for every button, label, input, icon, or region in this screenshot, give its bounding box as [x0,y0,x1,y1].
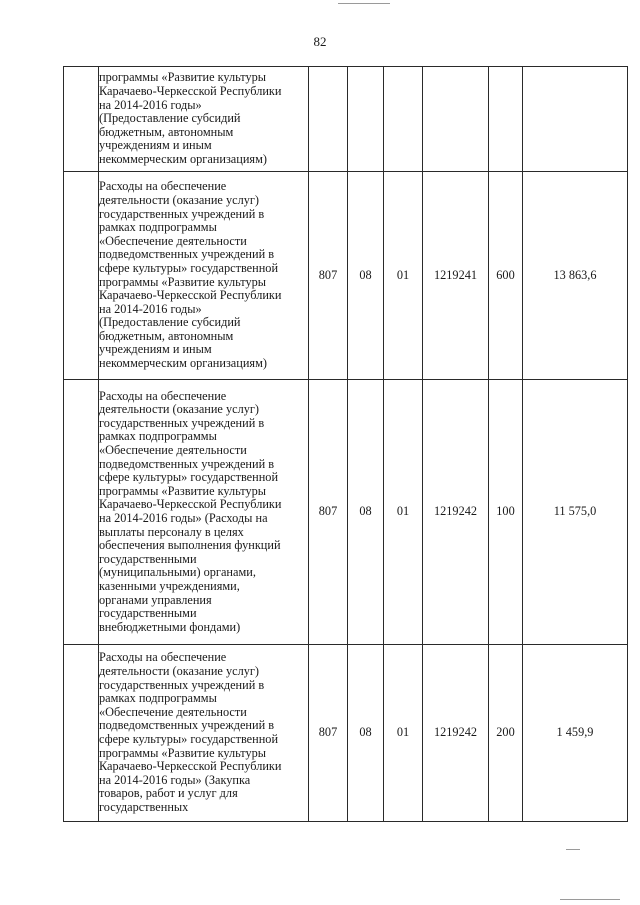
target-article-cell: 1219242 [423,380,489,645]
expense-name-cell [99,380,309,645]
expense-type-cell [489,67,523,172]
row-number-cell [64,172,99,380]
scan-artifact-top [338,3,390,4]
grbs-code-cell: 807 [309,645,348,822]
page-number: 82 [313,34,327,49]
expense-name-cell [99,172,309,380]
expense-type-cell: 600 [489,172,523,380]
target-article-cell: 1219241 [423,172,489,380]
subsection-code-cell [384,67,423,172]
subsection-code-cell: 01 [384,645,423,822]
row-number-cell [64,380,99,645]
section-code-cell: 08 [348,380,384,645]
subsection-code-cell: 01 [384,172,423,380]
target-article-cell [423,67,489,172]
table-row [64,67,628,172]
table-row [64,645,628,822]
scan-artifact-corner [560,899,620,900]
section-code-cell: 08 [348,172,384,380]
row-number-cell [64,67,99,172]
expense-name: Расходы на обеспечение деятельности (оказание услуг) государственных учреждений в рамках подпрограммы «Обеспечение деятельности подведомственных учреждений в сфере культуры» государственной программы «Развитие культуры Карачаево-Черкесской Республики на 2014-2016 годы» (Расходы на выплаты персоналу в целях обеспечения выполнения функций государственными (муниципальными) органами, казенными учреждениями, органами управления государственными внебюджетными фондами) [99,388,282,634]
expense-name-cell [99,67,309,172]
table-row [64,172,628,380]
grbs-code-cell [309,67,348,172]
target-article-cell: 1219242 [423,645,489,822]
section-code-cell [348,67,384,172]
expense-name: Расходы на обеспечение деятельности (оказание услуг) государственных учреждений в рамках подпрограммы «Обеспечение деятельности подведомственных учреждений в сфере культуры» государственной программы «Развитие культуры Карачаево-Черкесской Республики на 2014-2016 годы» (Предоставление субсидий бюджетным, автономным учреждениям и иным некоммерческим организациям) [99,179,282,371]
expense-name: Расходы на обеспечение деятельности (оказание услуг) государственных учреждений в рамках подпрограммы «Обеспечение деятельности подведомственных учреждений в сфере культуры» государственной программы «Развитие культуры Карачаево-Черкесской Республики на 2014-2016 годы» (Закупка товаров, работ и услуг для государственных [99,650,282,814]
section-code-cell: 08 [348,645,384,822]
grbs-code-cell: 807 [309,380,348,645]
amount-cell [523,67,628,172]
amount-cell: 11 575,0 [523,380,628,645]
scan-artifact-bottom [566,849,580,850]
grbs-code-cell: 807 [309,172,348,380]
expense-type-cell: 100 [489,380,523,645]
expense-name: программы «Развитие культуры Карачаево-Черкесской Республики на 2014-2016 годы» (Предоставление субсидий бюджетным, автономным учреждениям и иным некоммерческим организациям) [99,70,282,166]
subsection-code-cell: 01 [384,380,423,645]
budget-table [63,66,628,822]
amount-cell: 1 459,9 [523,645,628,822]
expense-type-cell: 200 [489,645,523,822]
table-row [64,380,628,645]
amount-cell: 13 863,6 [523,172,628,380]
expense-name-cell [99,645,309,822]
row-number-cell [64,645,99,822]
